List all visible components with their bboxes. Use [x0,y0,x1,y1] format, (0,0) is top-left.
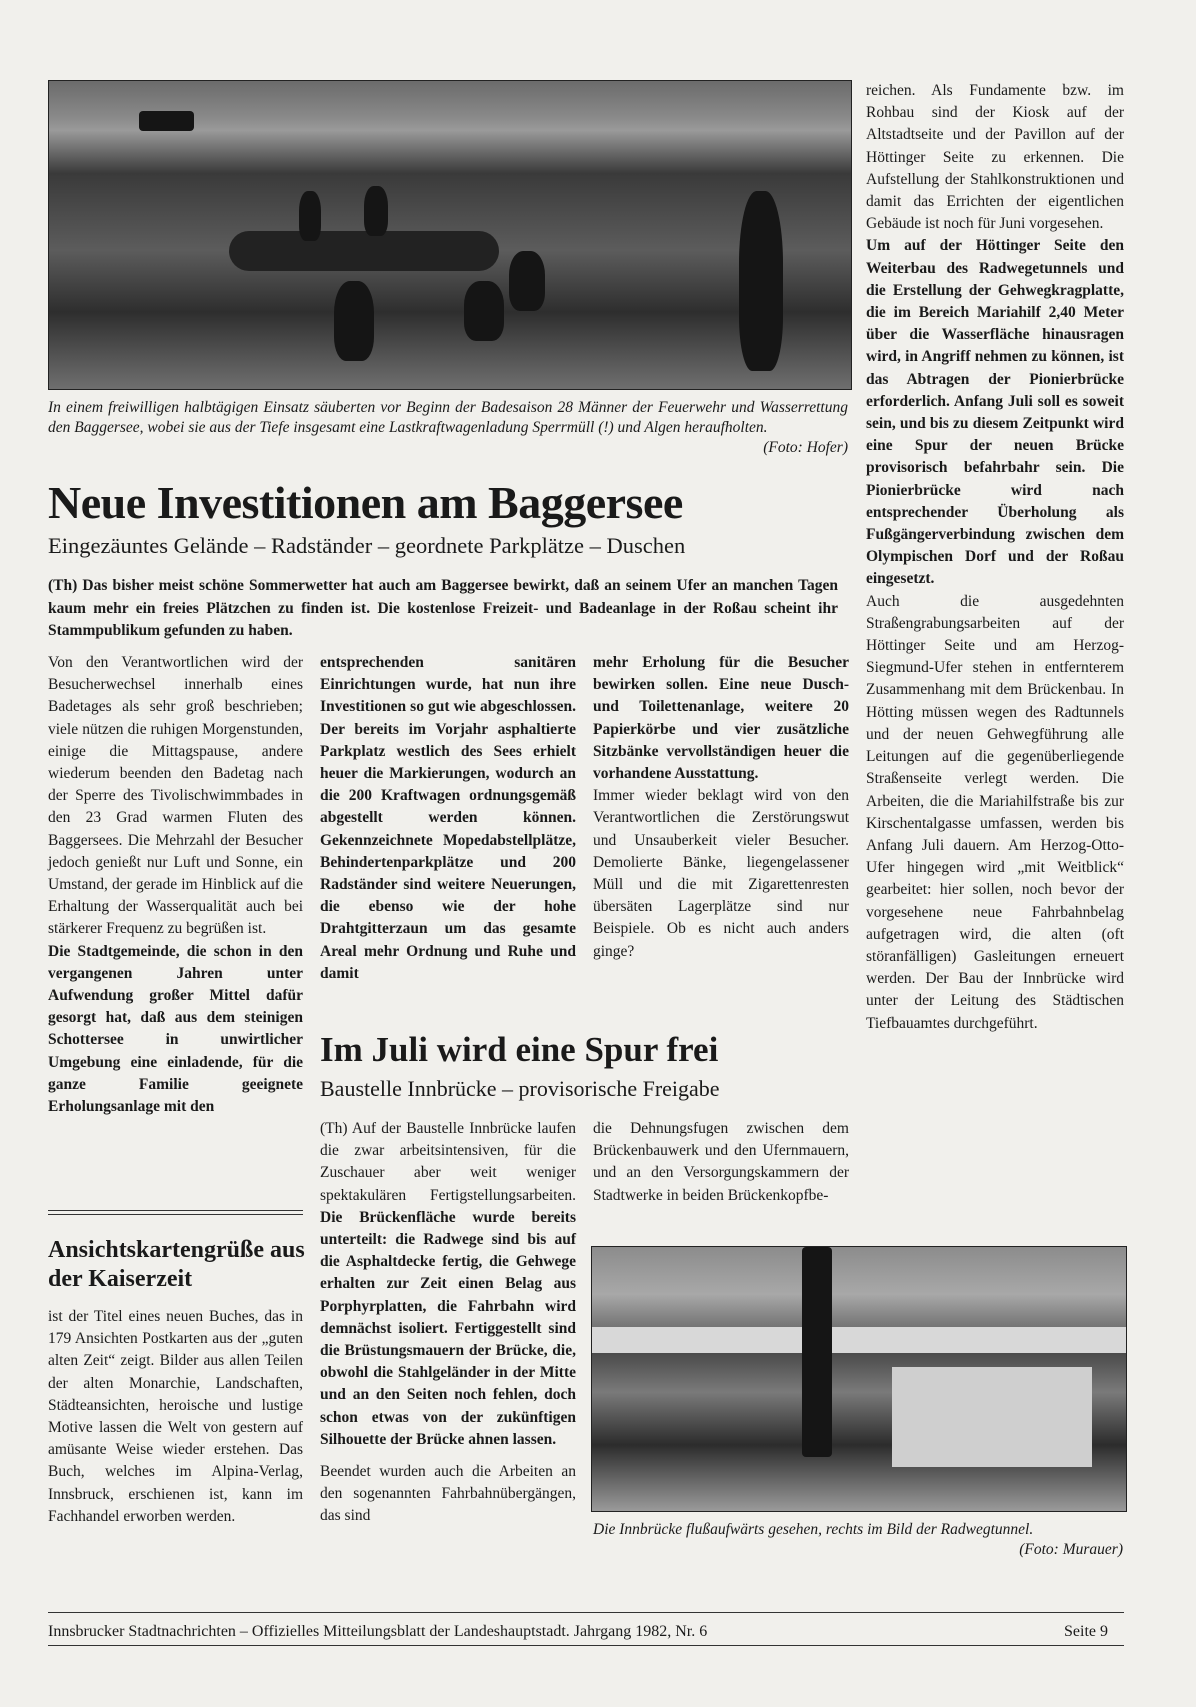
photo-caption [48,398,848,458]
car-shape [139,111,194,131]
headline-ansichtskarten: Ansichtskartengrüße aus der Kaiserzeit [48,1237,305,1292]
diver-shape [334,281,374,361]
article2-column-c [866,80,1124,1035]
fireman-shape [739,191,783,371]
body-paragraph: mehr Erholung für die Besucher bewirken sollen. Eine neue Dusch- und Toilettenanlage, weitere 20 Papierkörbe und vier zusätzliche Sitzbänke vervollständigen heuer die vorhandene Ausstattung. [593,654,849,783]
divider-rule [48,1210,303,1211]
article1-column-3 [593,652,849,963]
footer-publication: Innsbrucker Stadtnachrichten – Offizielles Mitteilungsblatt der Landeshauptstadt. Jahrgang 1982, Nr. 6 [48,1623,708,1640]
subhead-baggersee: Eingezäuntes Gelände – Radständer – geordnete Parkplätze – Duschen [48,533,686,558]
page-number: Seite 9 [1064,1623,1108,1640]
body-text-bold: Die Brückenfläche wurde bereits unterteilt: die Radwege sind bis auf die Asphaltdecke fertig, die Gehwege erhalten zur Zeit einen Belag aus Porphyrplatten, die Fahrbahn wird demnächst isoliert. Fertiggestellt sind die Brüstungsmauern der Brücke, die, obwohl die Stahlgeländer in der Mitte und an den Seiten noch fehlen, doch schon etwas von der zukünftigen Silhouette der Brücke ahnen lassen. [320,1208,576,1448]
footer-rule [48,1612,1124,1613]
photo-credit: (Foto: Murauer) [1019,1541,1123,1558]
divider-rule [48,1214,303,1215]
bridge-deck-shape [592,1327,1126,1353]
body-paragraph: Von den Verantwortlichen wird der Besucherwechsel innerhalb eines Badetages als sehr groß beschrieben; viele nützen die ruhigen Morgenstunden, einige die Mittagspause, andere wiederum beenden den Badetag nach der Sperre des Tivolischwimmbades in den 23 Grad warmen Fluten des Baggersees. Die Mehrzahl der Besucher jedoch genießt nur Luft und Sonne, ein Umstand, der gerade im Hinblick auf die Erhaltung der Wasserqualität auch bei stärkerer Frequenz zu begrüßen ist. [48,654,303,938]
body-paragraph: reichen. Als Fundamente bzw. im Rohbau sind der Kiosk auf der Altstadtseite und der Pavillon auf der Höttinger Seite zu erkennen. Die Aufstellung der Stahlkonstruktionen und damit das Errichten der eigentlichen Gebäude ist noch für Juni vorgesehen. [866,82,1124,233]
article2-column-a [320,1118,576,1528]
tunnel-wall-shape [892,1367,1092,1467]
caption-text: Die Innbrücke flußaufwärts gesehen, rechts im Bild der Radwegtunnel. [593,1521,1034,1538]
body-text: (Th) Auf der Baustelle Innbrücke laufen die zwar arbeitsintensiven, für die Zuschauer aber weit weniger spektakulären Fertigstellungsarbeiten. [320,1120,576,1204]
body-paragraph: Auch die ausgedehnten Straßengrabungsarbeiten auf der Höttinger Seite und am Herzog-Siegmund-Ufer stehen in entfernterem Zusammenhang mit dem Brückenbau. In Hötting müssen wegen des Radtunnels und der neuen Gehwegführung alle Leitungen auf die gegenüberliegende Straßenseite verlegt werden. Die Arbeiten, die die Mariahilfstraße bis zur Kirschentalgasse umfassen, werden bis Anfang Juli dauern. Am Herzog-Otto-Ufer hingegen wird „mit Weitblick“ gearbeitet: hier sollen, noch bevor der vorgesehene neue Fahrbahnbelag aufgetragen wird, die alten (oft störanfälligen) Gasleitungen erneuert werden. Der Bau der Innbrücke wird unter der Leitung des Städtischen Tiefbauamtes durchgeführt. [866,592,1124,1032]
photo-innbruecke [591,1246,1127,1512]
body-paragraph: entsprechenden sanitären Einrichtungen wurde, hat nun ihre Investitionen so gut wie abgeschlossen. Der bereits im Vorjahr asphaltierte Parkplatz westlich des Sees erhielt heuer die Markierungen, wodurch an die 200 Kraftwagen ordnungsgemäß abgestellt werden können. Gekennzeichnete Mopedabstellplätze, Behindertenparkplätze und 200 Radständer sind weitere Neuerungen, die ebenso wie der hohe Drahtgitterzaun um das gesamte Areal mehr Ordnung und Ruhe und damit [320,654,576,982]
article3-body [48,1306,303,1528]
diver-shape [509,251,545,311]
headline-baggersee: Neue Investitionen am Baggersee [48,477,683,528]
footer-rule [48,1645,1124,1646]
article1-column-2 [320,652,576,985]
tree-shape [802,1247,832,1457]
article1-column-1 [48,652,303,1118]
body-paragraph: ist der Titel eines neuen Buches, das in 179 Ansichten Postkarten aus der „guten alten Zeit“ zeigt. Bilder aus allen Teilen der alten Monarchie, Landschaften, Städteansichten, heroische und lustige Motive lassen die Welt von gestern auf amüsante Weise wieder erstehen. Das Buch, welches im Alpina-Verlag, Innsbruck, erschienen ist, kann im Fachhandel erworben werden. [48,1308,303,1525]
body-paragraph: Beendet wurden auch die Arbeiten an den sogenannten Fahrbahnübergängen, das sind [320,1463,576,1525]
lead-paragraph: (Th) Das bisher meist schöne Sommerwetter hat auch am Baggersee bewirkt, daß an seinem Ufer an manchen Tagen kaum mehr ein freies Plätzchen zu finden ist. Die kostenlose Freizeit- und Badeanlage in der Roßau scheint ihr Stammpublikum gefunden zu haben. [48,577,838,639]
headline-innbruecke: Im Juli wird eine Spur frei [320,1030,719,1069]
subhead-innbruecke: Baustelle Innbrücke – provisorische Freigabe [320,1076,720,1101]
body-paragraph: die Dehnungsfugen zwischen dem Brückenbauwerk und den Ufernmauern, und an den Versorgungskammern der Stadtwerke in beiden Brückenkopfbe- [593,1120,849,1204]
photo-credit: (Foto: Hofer) [763,439,848,456]
body-paragraph: Immer wieder beklagt wird von den Verantwortlichen die Zerstörungswut und Unsauberkeit vieler Besucher. Demolierte Bänke, liegengelassener Müll und die mit Zigarettenresten übersäten Lagerplätze sind nur Beispiele. Ob es nicht auch anders ginge? [593,787,849,960]
figure-shape [364,186,388,236]
figure-shape [299,191,321,241]
photo-caption [593,1520,1123,1560]
rubber-boat-shape [229,231,499,271]
article2-column-b [593,1118,849,1207]
body-paragraph: Um auf der Höttinger Seite den Weiterbau des Radwegetunnels und die Erstellung der Gehwegkragplatte, die im Bereich Mariahilf 2,40 Meter über die Wasserfläche hinausragen wird, in Angriff nehmen zu können, ist das Abtragen der Pionierbrücke erforderlich. Anfang Juli soll es soweit sein, und bis zu diesem Zeitpunkt wird eine Spur der neuen Brücke provisorisch befahrbahr sein. Die Pionierbrücke wird nach entsprechender Überholung als Fußgängerverbindung zwischen dem Olympischen Dorf und der Roßau eingesetzt. [866,237,1124,588]
body-paragraph: Die Stadtgemeinde, die schon in den vergangenen Jahren unter Aufwendung großer Mittel dafür gesorgt hat, daß aus dem steinigen Schottersee in unwirtlicher Umgebung eine einladende, für die ganze Familie geeignete Erholungsanlage mit den [48,942,303,1116]
caption-text: In einem freiwilligen halbtägigen Einsatz säuberten vor Beginn der Badesaison 28 Männer der Feuerwehr und Wasserrettung den Baggersee, wobei sie aus der Tiefe insgesamt eine Lastkraftwagenladung Sperrmüll (!) und Algen heraufholten. [48,399,848,436]
photo-baggersee-cleanup [48,80,852,390]
diver-shape [464,281,504,341]
